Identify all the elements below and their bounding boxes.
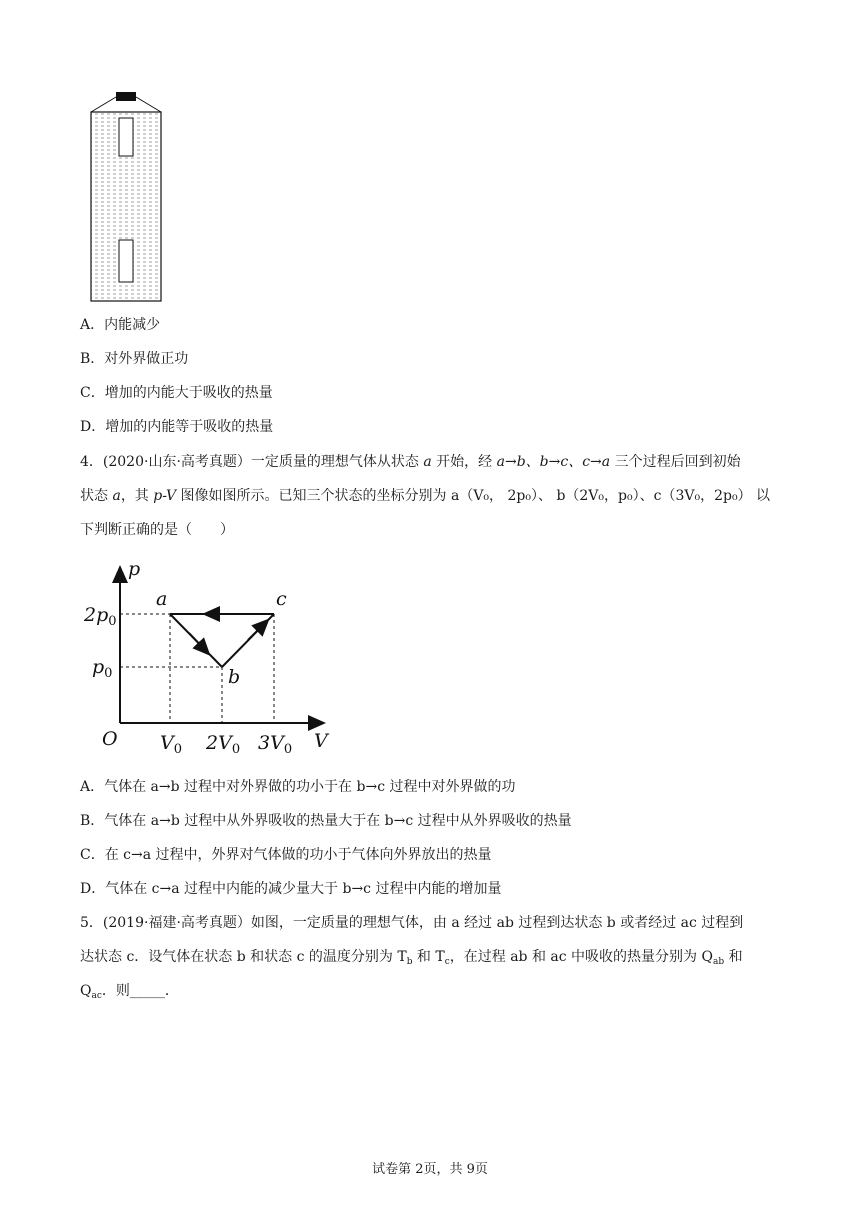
q3-option-b: B．对外界做正功 <box>80 351 189 367</box>
coord-b: b（2V₀，p₀） <box>556 488 640 504</box>
q3-option-c: C．增加的内能大于吸收的热量 <box>80 385 273 401</box>
q5-line1: 5．(2019·福建·高考真题）如图，一定质量的理想气体，由 a 经过 ab 过程到达状态 b 或者经过 ac 过程到 <box>80 915 744 931</box>
process-b-to-c <box>222 614 274 667</box>
q4-option-d: D．气体在 c→a 过程中内能的减少量大于 b→c 过程中内能的增加量 <box>80 881 502 897</box>
coord-c: c（3V₀，2p₀） <box>653 488 752 504</box>
q4-option-b: B．气体在 a→b 过程中从外界吸收的热量大于在 b→c 过程中从外界吸收的热量 <box>80 813 572 829</box>
origin-label: O <box>102 728 118 750</box>
q3-option-d: D．增加的内能等于吸收的热量 <box>80 419 274 435</box>
x-axis-label: V <box>314 730 328 752</box>
q4-stem-line3: 下判断正确的是（ ） <box>80 522 234 538</box>
q4-option-c: C．在 c→a 过程中，外界对气体做的功小于气体向外界放出的热量 <box>80 847 492 863</box>
x-tick-3v0: $3V_0$ <box>258 732 293 757</box>
q4-option-a: A．气体在 a→b 过程中对外界做的功小于在 b→c 过程中对外界做的功 <box>80 779 516 795</box>
x-tick-2v0: $2V_0$ <box>206 732 241 757</box>
q4-stem-line2: 状态 a，其 p-V 图像如图所示。已知三个状态的坐标分别为 a（V₀， 2p₀）、 b（2V₀，p₀）、c（3V₀，2p₀） 以 <box>80 488 771 504</box>
x-tick-v0: $V_0$ <box>160 732 183 757</box>
point-b-label: b <box>228 666 241 688</box>
q5-line3: $Q_{ac}$．则_____． <box>80 983 179 1001</box>
pv-graph <box>78 555 340 760</box>
coord-a: a（V₀， 2p₀） <box>450 488 538 504</box>
point-c-label: c <box>276 588 287 610</box>
point-a-label: a <box>156 588 168 610</box>
page-footer: 试卷第 2页，共 9页 <box>372 1162 488 1177</box>
q3-option-a: A．内能减少 <box>80 317 161 333</box>
q4-stem-line1: 4．(2020·山东·高考真题）一定质量的理想气体从状态 a 开始，经 a→b、b→c、c→a 三个过程后回到初始 <box>80 454 741 470</box>
container-figure <box>88 88 168 306</box>
q5-line2: 达状态 c．设气体在状态 b 和状态 c 的温度分别为 $T_b$ 和 $T_c$，在过程 ab 和 ac 中吸收的热量分别为 $Q_{ab}$ 和 <box>80 949 743 967</box>
y-axis-label: p <box>128 558 141 580</box>
y-tick-2p0: $2p_0$ <box>84 604 117 629</box>
y-tick-p0: $p_0$ <box>92 656 113 681</box>
